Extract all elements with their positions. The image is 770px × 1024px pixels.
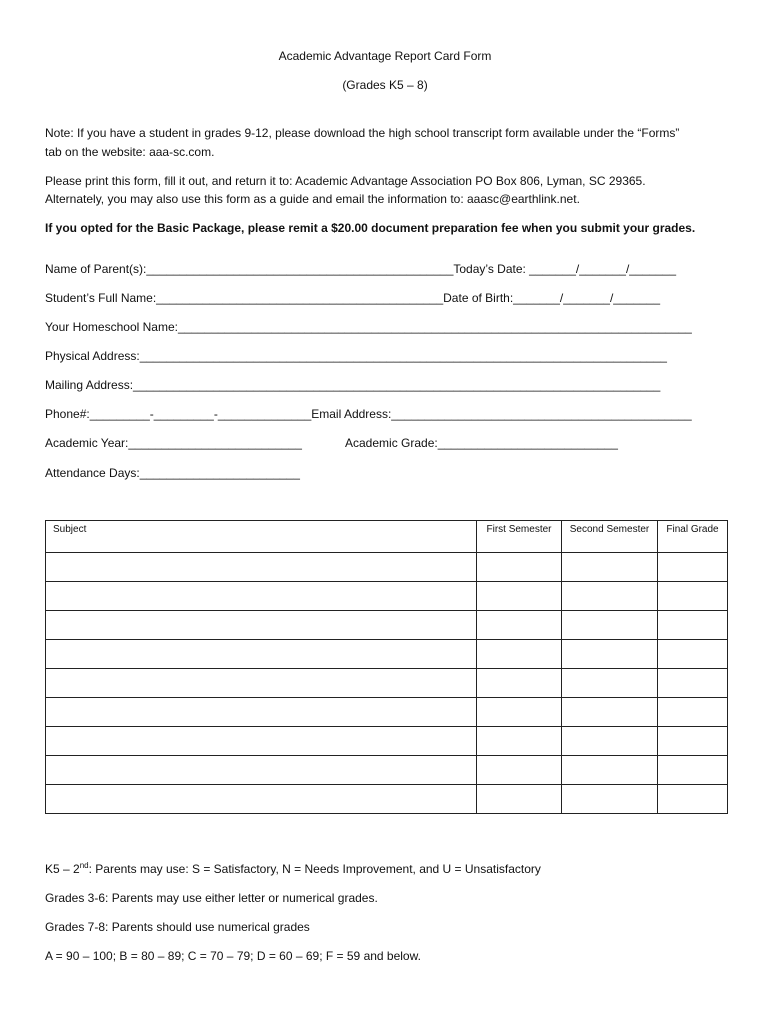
second-semester-cell[interactable]: [562, 756, 658, 785]
final-grade-cell[interactable]: [658, 582, 728, 611]
final-grade-cell[interactable]: [658, 611, 728, 640]
mailing-address-field[interactable]: Mailing Address:_______________________________________________________________________________: [45, 378, 661, 392]
subject-cell[interactable]: [46, 582, 477, 611]
table-row: [46, 582, 728, 611]
second-semester-cell[interactable]: [562, 785, 658, 814]
first-semester-cell[interactable]: [477, 553, 562, 582]
grades-3-6-note: Grades 3-6: Parents may use either letter or numerical grades.: [45, 891, 378, 905]
header-subject: Subject: [46, 521, 477, 553]
fee-notice: If you opted for the Basic Package, please remit a $20.00 document preparation fee when you submit your grades.: [45, 221, 696, 235]
final-grade-cell[interactable]: [658, 698, 728, 727]
second-semester-cell[interactable]: [562, 582, 658, 611]
parent-name-field[interactable]: Name of Parent(s):______________________________________________Today’s Date: _______/_______/_______: [45, 262, 677, 276]
k5-prefix: K5 – 2: [45, 862, 80, 876]
header-first-semester: First Semester: [477, 521, 562, 553]
subject-cell[interactable]: [46, 669, 477, 698]
k5-rest: : Parents may use: S = Satisfactory, N = Needs Improvement, and U = Unsatisfactory: [88, 862, 541, 876]
table-header-row: [46, 521, 728, 553]
table-row: [46, 669, 728, 698]
header-final-grade: Final Grade: [658, 521, 728, 553]
first-semester-cell[interactable]: [477, 611, 562, 640]
first-semester-cell[interactable]: [477, 669, 562, 698]
form-title: Academic Advantage Report Card Form: [278, 49, 492, 63]
homeschool-name-field[interactable]: Your Homeschool Name:_____________________________________________________________________________: [45, 320, 692, 334]
final-grade-cell[interactable]: [658, 756, 728, 785]
academic-grade-field[interactable]: Academic Grade:___________________________: [345, 436, 618, 450]
grades-7-8-note: Grades 7-8: Parents should use numerical grades: [45, 920, 310, 934]
subject-cell[interactable]: [46, 640, 477, 669]
form-subtitle: (Grades K5 – 8): [342, 78, 428, 92]
second-semester-cell[interactable]: [562, 669, 658, 698]
final-grade-cell[interactable]: [658, 640, 728, 669]
table-row: [46, 727, 728, 756]
subject-cell[interactable]: [46, 756, 477, 785]
note-line-2: tab on the website: aaa-sc.com.: [45, 145, 215, 159]
first-semester-cell[interactable]: [477, 785, 562, 814]
note-line-1: Note: If you have a student in grades 9-12, please download the high school transcript form available under the “Forms”: [45, 126, 680, 140]
first-semester-cell[interactable]: [477, 756, 562, 785]
table-row: [46, 698, 728, 727]
first-semester-cell[interactable]: [477, 640, 562, 669]
grading-scale: A = 90 – 100; B = 80 – 89; C = 70 – 79; D = 60 – 69; F = 59 and below.: [45, 949, 421, 963]
phone-email-field[interactable]: Phone#:_________-_________-______________Email Address:_____________________________________________: [45, 407, 692, 421]
final-grade-cell[interactable]: [658, 553, 728, 582]
table-row: [46, 553, 728, 582]
final-grade-cell[interactable]: [658, 669, 728, 698]
final-grade-cell[interactable]: [658, 785, 728, 814]
second-semester-cell[interactable]: [562, 698, 658, 727]
table-row: [46, 611, 728, 640]
physical-address-field[interactable]: Physical Address:_______________________________________________________________________________: [45, 349, 667, 363]
academic-year-field[interactable]: Academic Year:__________________________: [45, 436, 302, 450]
final-grade-cell[interactable]: [658, 727, 728, 756]
first-semester-cell[interactable]: [477, 727, 562, 756]
subject-cell[interactable]: [46, 611, 477, 640]
first-semester-cell[interactable]: [477, 698, 562, 727]
k5-grading-note: [45, 862, 541, 876]
table-row: [46, 640, 728, 669]
k5-superscript: nd: [79, 861, 89, 870]
print-instructions-line-1: Please print this form, fill it out, and return it to: Academic Advantage Association PO Box 806, Lyman, SC 29365.: [45, 174, 646, 188]
subject-cell[interactable]: [46, 785, 477, 814]
student-name-field[interactable]: Student’s Full Name:___________________________________________Date of Birth:_______/_______/_______: [45, 291, 660, 305]
print-instructions-line-2: Alternately, you may also use this form as a guide and email the information to: aaasc@earthlink.net.: [45, 192, 580, 206]
subject-cell[interactable]: [46, 727, 477, 756]
grades-table: [45, 520, 728, 814]
first-semester-cell[interactable]: [477, 582, 562, 611]
second-semester-cell[interactable]: [562, 553, 658, 582]
table-row: [46, 785, 728, 814]
second-semester-cell[interactable]: [562, 611, 658, 640]
header-second-semester: Second Semester: [562, 521, 658, 553]
subject-cell[interactable]: [46, 698, 477, 727]
table-row: [46, 756, 728, 785]
subject-cell[interactable]: [46, 553, 477, 582]
second-semester-cell[interactable]: [562, 640, 658, 669]
attendance-days-field[interactable]: Attendance Days:________________________: [45, 466, 300, 480]
second-semester-cell[interactable]: [562, 727, 658, 756]
